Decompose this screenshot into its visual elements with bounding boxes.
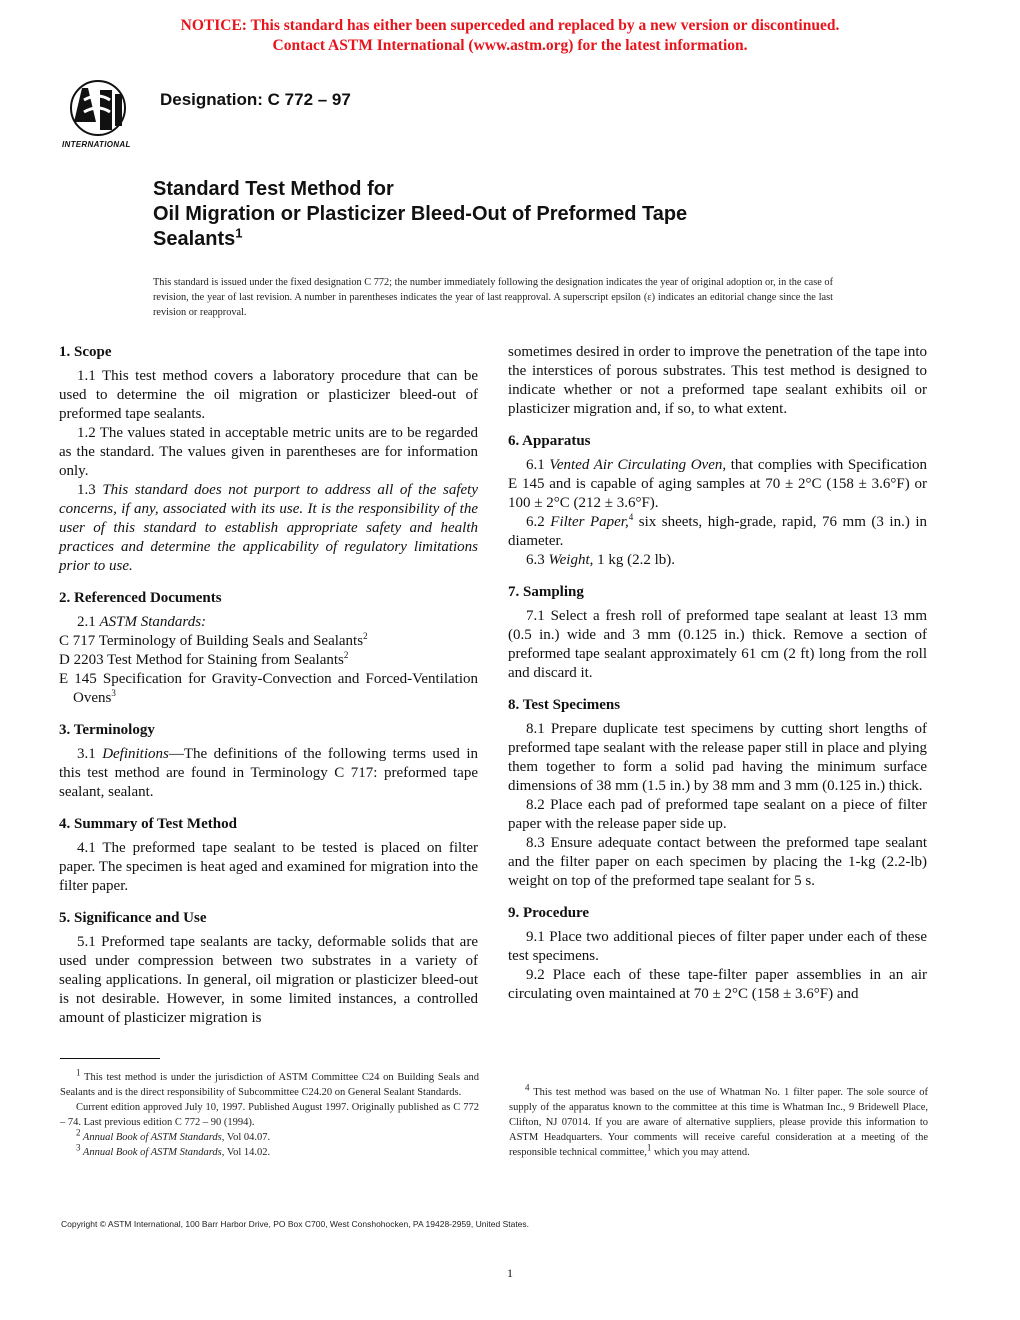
footnote bbox=[509, 1082, 928, 1160]
reference-text: E 145 Specification for Gravity-Convection and Forced-Ventilation Ovens bbox=[59, 671, 478, 706]
footnote-text: , Vol 04.07. bbox=[221, 1132, 271, 1143]
paragraph bbox=[59, 745, 478, 802]
footnote-mark: 1 bbox=[76, 1067, 81, 1078]
astm-logo bbox=[60, 78, 146, 152]
footnote-title: Annual Book of ASTM Standards bbox=[80, 1132, 222, 1143]
footnote-text: which you may attend. bbox=[651, 1147, 750, 1158]
paragraph: 8.2 Place each pad of preformed tape sealant on a piece of filter paper with the release paper side up. bbox=[508, 797, 927, 832]
section-heading: 5. Significance and Use bbox=[59, 910, 207, 926]
footnote-ref: 4 bbox=[628, 512, 634, 522]
paragraph-number: 1.3 bbox=[77, 482, 103, 498]
paragraph: 9.2 Place each of these tape-filter paper assemblies in an air circulating oven maintained at 70 ± 2°C (158 ± 3.6°F) and bbox=[508, 967, 927, 1002]
section-heading: 7. Sampling bbox=[508, 584, 584, 600]
section-heading: 4. Summary of Test Method bbox=[59, 816, 237, 832]
section-scope bbox=[59, 343, 478, 576]
paragraph: 1.1 This test method covers a laboratory procedure that can be used to determine the oil migration or plasticizer bleed-out of preformed tape sealants. bbox=[59, 368, 478, 422]
paragraph bbox=[59, 613, 478, 632]
footnote-text: This test method is under the jurisdiction of ASTM Committee C24 on Building Seals and Sealants and is the direct responsibility of Subcommittee C24.20 on General Sealant Standards. bbox=[60, 1072, 479, 1098]
section-heading: 2. Referenced Documents bbox=[59, 590, 222, 606]
section-sampling bbox=[508, 583, 927, 683]
right-column bbox=[508, 343, 927, 1017]
paragraph-number: 2.1 bbox=[77, 614, 100, 630]
footnote-ref: 3 bbox=[111, 688, 116, 698]
title-line-2: Oil Migration or Plasticizer Bleed-Out of Preformed Tape bbox=[153, 203, 688, 225]
logo-caption: INTERNATIONAL bbox=[62, 140, 131, 149]
paragraph-text: , 1 kg (2.2 lb). bbox=[589, 552, 676, 568]
footnote bbox=[60, 1067, 479, 1100]
issuance-note: This standard is issued under the fixed designation C 772; the number immediately following the designation indicates the year of original adoption or, in the case of revision, the year of last revision. A number in parentheses indicates the year of last reapproval. A superscript epsilon (ε) indicates an editorial change since the last revision or reapproval. bbox=[153, 277, 833, 318]
paragraph bbox=[508, 513, 927, 551]
item-name: Vented Air Circulating Oven bbox=[549, 457, 723, 473]
footnotes-right bbox=[509, 1082, 928, 1160]
reference-item bbox=[59, 651, 478, 670]
paragraph: 8.1 Prepare duplicate test specimens by cutting short lengths of preformed tape sealant with the release paper still in place and plying them together to form a solid pad having the minimum surface dimensions of 38 mm (1.5 in.) by 38 mm and 3 mm (0.125 in.) thick. bbox=[508, 721, 927, 794]
section-referenced-documents bbox=[59, 589, 478, 708]
section-heading: 9. Procedure bbox=[508, 905, 590, 921]
copyright-line: Copyright © ASTM International, 100 Barr Harbor Drive, PO Box C700, West Conshohocken, PA 19428-2959, United States. bbox=[61, 1219, 530, 1229]
subheading: ASTM Standards: bbox=[99, 614, 207, 630]
left-column bbox=[59, 343, 478, 1041]
footnote-divider bbox=[60, 1058, 160, 1059]
paragraph-number: 6.1 bbox=[526, 457, 550, 473]
section-procedure bbox=[508, 904, 927, 1004]
footnote-text: This test method was based on the use of Whatman No. 1 filter paper. The sole source of supply of the apparatus known to the committee at this time is Whatman Inc., 9 Bridewell Place, Clifton, NJ 07014. If you are aware of alternative suppliers, please provide this information to ASTM Headquarters. Your comments will receive careful consideration at a meeting of the responsible technical committee, bbox=[509, 1087, 928, 1158]
designation: Designation: C 772 – 97 bbox=[160, 90, 351, 109]
reference-text: C 717 Terminology of Building Seals and Sealants bbox=[59, 633, 364, 649]
paragraph: 8.3 Ensure adequate contact between the preformed tape sealant and the filter paper on each specimen by placing the 1-kg (2.2-lb) weight on top of the preformed tape sealant for 5 s. bbox=[508, 835, 927, 889]
notice-line-2: Contact ASTM International (www.astm.org) for the latest information. bbox=[272, 37, 748, 54]
title-line-3 bbox=[153, 227, 893, 252]
paragraph bbox=[508, 456, 927, 513]
footnote: Current edition approved July 10, 1997. Published August 1997. Originally published as C 772 – 74. Last previous edition C 772 – 90 (1994). bbox=[60, 1102, 479, 1128]
item-name: Weight bbox=[548, 552, 590, 568]
title-line-1: Standard Test Method for bbox=[153, 178, 394, 200]
notice-banner bbox=[0, 16, 1020, 56]
footnotes-left bbox=[60, 1067, 479, 1160]
section-heading: 6. Apparatus bbox=[508, 433, 591, 449]
paragraph bbox=[508, 551, 927, 570]
section-test-specimens bbox=[508, 696, 927, 891]
title-footnote-ref: 1 bbox=[235, 225, 243, 241]
footnote bbox=[60, 1127, 479, 1145]
notice-line-1: NOTICE: This standard has either been superceded and replaced by a new version or discontinued. bbox=[180, 17, 840, 34]
footnote-ref: 2 bbox=[363, 631, 368, 641]
paragraph: 7.1 Select a fresh roll of preformed tape sealant at least 13 mm (0.5 in.) wide and 3 mm (0.125 in.) thick. Remove a section of preformed tape sealant approximately 61 cm (2 ft) long from the roll and discard it. bbox=[508, 608, 927, 681]
paragraph bbox=[59, 481, 478, 576]
paragraph-number: 6.2 bbox=[526, 514, 551, 530]
title-line-3-text: Sealants bbox=[153, 228, 236, 250]
term: Definitions bbox=[102, 746, 169, 762]
footnote-text: , Vol 14.02. bbox=[221, 1147, 271, 1158]
footnote-title: Annual Book of ASTM Standards bbox=[80, 1147, 222, 1158]
document-title bbox=[153, 177, 893, 252]
section-apparatus bbox=[508, 432, 927, 570]
page-number: 1 bbox=[507, 1266, 513, 1280]
paragraph-text: , that complies with Specification E 145 and is capable of aging samples at 70 ± 2°C (158 ± 3.6°F) or 100 ± 2°C (212 ± 3.6°F). bbox=[508, 457, 928, 511]
paragraph-number: 3.1 bbox=[77, 746, 103, 762]
footnote-mark: 2 bbox=[76, 1127, 81, 1138]
footnote-mark: 3 bbox=[76, 1142, 81, 1153]
paragraph: 9.1 Place two additional pieces of filter paper under each of these test specimens. bbox=[508, 929, 927, 964]
paragraph-number: 6.3 bbox=[526, 552, 549, 568]
paragraph: 4.1 The preformed tape sealant to be tested is placed on filter paper. The specimen is heat aged and examined for migration into the filter paper. bbox=[59, 840, 478, 894]
item-name: Filter Paper, bbox=[550, 514, 629, 530]
section-significance bbox=[59, 909, 478, 1028]
reference-text: D 2203 Test Method for Staining from Sealants bbox=[59, 652, 344, 668]
section-significance-continued bbox=[508, 343, 927, 419]
section-heading: 8. Test Specimens bbox=[508, 697, 621, 713]
footnote-mark: 1 bbox=[646, 1142, 652, 1153]
paragraph: 5.1 Preformed tape sealants are tacky, deformable solids that are used under compression between two substrates in a variety of sealing applications. In general, oil migration or plasticizer bleed-out is not desirable. However, in some limited instances, a controlled amount of plasticizer migration is bbox=[59, 934, 478, 1026]
footnote bbox=[60, 1142, 479, 1160]
paragraph: 1.2 The values stated in acceptable metric units are to be regarded as the standard. The values given in parentheses are for information only. bbox=[59, 425, 478, 479]
section-heading: 3. Terminology bbox=[59, 722, 155, 738]
footnote-ref: 2 bbox=[343, 650, 349, 660]
section-terminology bbox=[59, 721, 478, 802]
reference-item bbox=[59, 670, 478, 708]
reference-item bbox=[59, 632, 478, 651]
paragraph-text: six sheets, high-grade, rapid, 76 mm (3 in.) in diameter. bbox=[508, 514, 928, 549]
paragraph-text: —The definitions of the following terms used in this test method are found in Terminology C 717: preformed tape sealant, sealant. bbox=[59, 746, 478, 800]
paragraph: sometimes desired in order to improve the penetration of the tape into the interstices of porous substrates. This test method is designed to indicate whether or not a preformed tape sealant exhibits oil or plasticizer migration and, if so, to what extent. bbox=[508, 344, 927, 417]
footnote-mark: 4 bbox=[525, 1082, 530, 1093]
section-heading: 1. Scope bbox=[59, 344, 112, 360]
safety-caveat: This standard does not purport to address all of the safety concerns, if any, associated with its use. It is the responsibility of the user of this standard to establish appropriate safety and health practices and determine the applicability of regulatory limitations prior to use. bbox=[59, 482, 479, 574]
section-summary bbox=[59, 815, 478, 896]
